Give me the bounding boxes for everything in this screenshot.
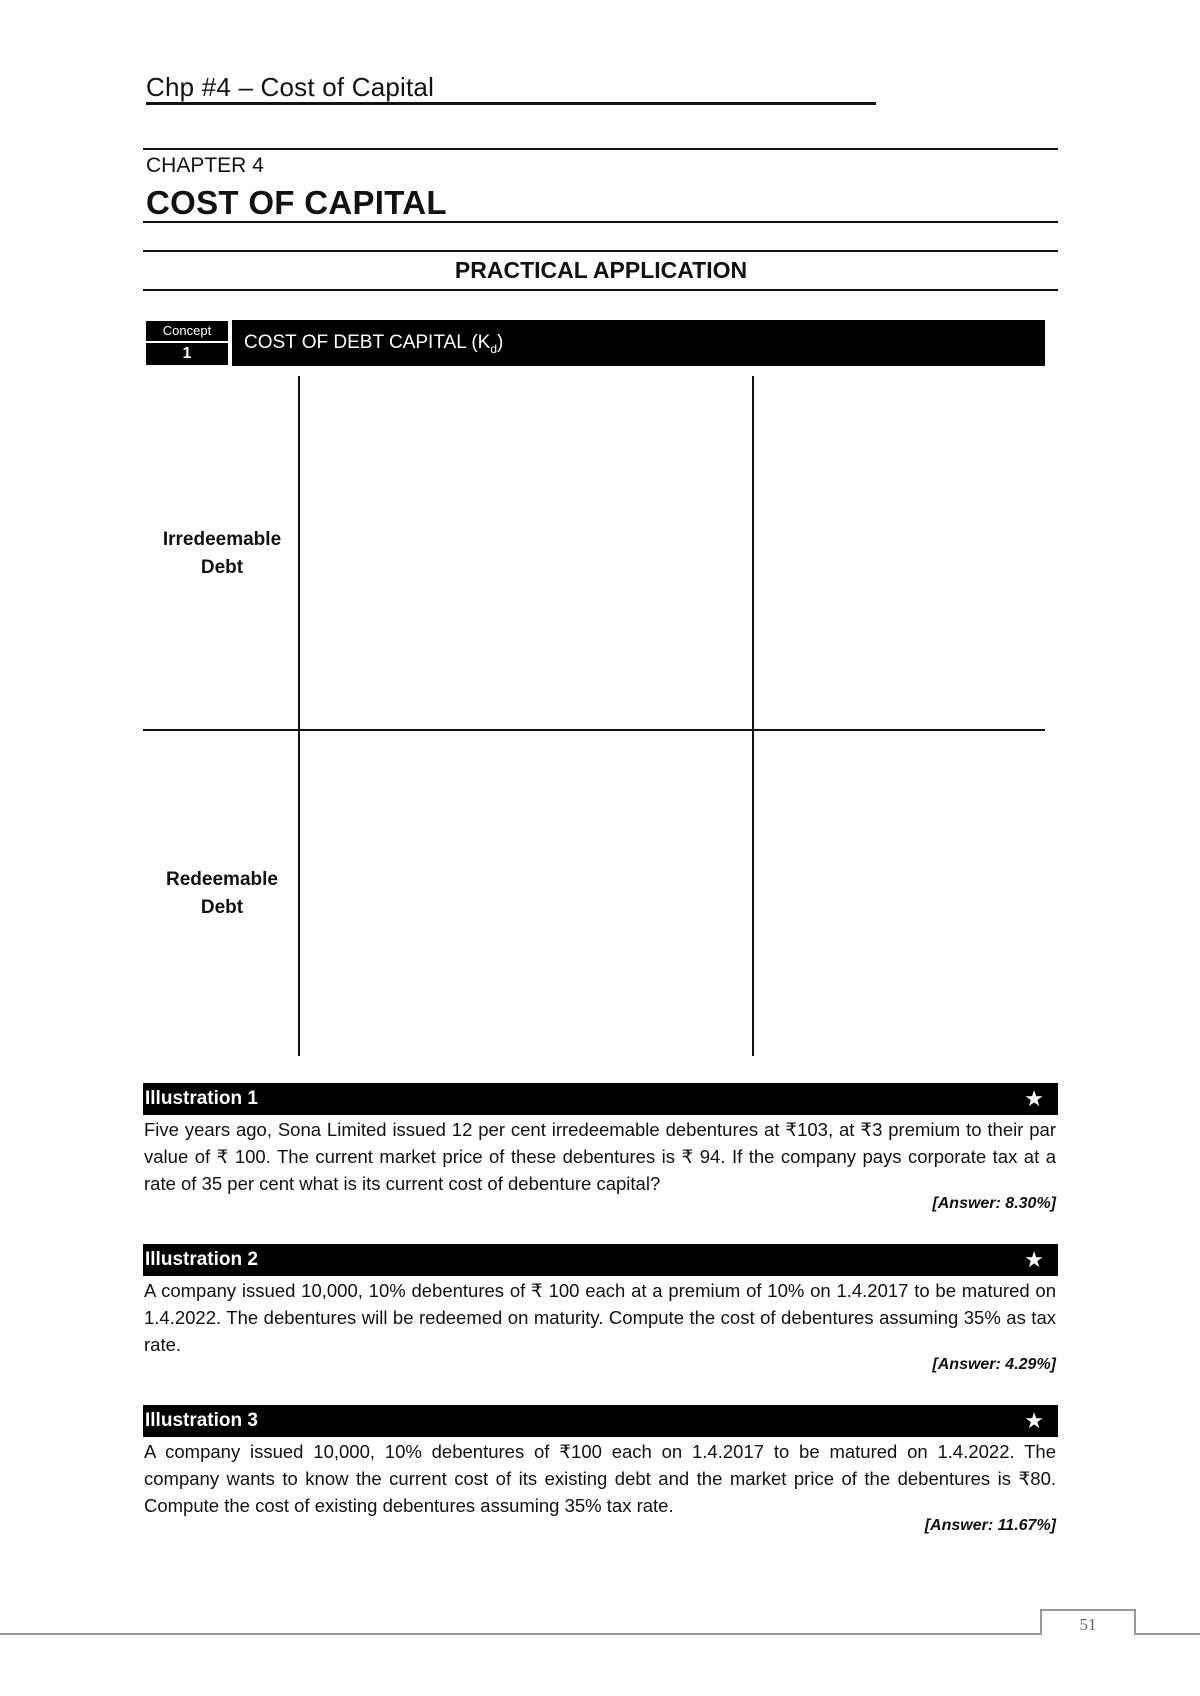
- illustration-1-bar: [143, 1083, 1058, 1115]
- concept-number: 1: [146, 343, 228, 365]
- chapter-label: CHAPTER 4: [146, 154, 264, 177]
- star-icon: ★: [1024, 1086, 1044, 1111]
- chapter-top-rule: [143, 148, 1058, 150]
- illustration-1-text: Five years ago, Sona Limited issued 12 per cent irredeemable debentures at ₹103, at ₹3 premium to their par value of ₹ 100. The current market price of these debentures is ₹ 94. If the company pays corporate tax at a rate of 35 per cent what is its current cost of debenture capital?: [144, 1119, 1056, 1194]
- concept-title-bar: [232, 320, 1045, 366]
- chapter-title: COST OF CAPITAL: [146, 184, 447, 221]
- grid-divider-right: [752, 376, 754, 1056]
- illustration-2-text: A company issued 10,000, 10% debentures of ₹ 100 each at a premium of 10% on 1.4.2017 to be matured on 1.4.2022. The debentures will be redeemed on maturity. Compute the cost of debentures assuming 35% as tax rate.: [144, 1280, 1056, 1355]
- illustration-2-answer: [Answer: 4.29%]: [932, 1356, 1056, 1373]
- row-label-redeemable-debt: Redeemable Debt: [166, 869, 278, 918]
- section-title: PRACTICAL APPLICATION: [454, 257, 748, 283]
- section-bottom-rule: [143, 289, 1058, 291]
- illustration-3-bar: [143, 1405, 1058, 1437]
- footer-rule-right: [1134, 1633, 1200, 1635]
- illustration-3-answer: [Answer: 11.67%]: [924, 1517, 1056, 1534]
- page-number: 51: [1040, 1609, 1136, 1635]
- grid-row-divider: [143, 729, 1045, 731]
- running-header-title: Chp #4 – Cost of Capital: [146, 72, 435, 102]
- star-icon: ★: [1024, 1408, 1044, 1433]
- illustration-3-title: Illustration 3: [145, 1410, 258, 1431]
- illustration-3-text: A company issued 10,000, 10% debentures of ₹100 each on 1.4.2017 to be matured on 1.4.2022. The company wants to know the current cost of its existing debt and the market price of the debentures is ₹80. Compute the cost of existing debentures assuming 35% tax rate.: [144, 1441, 1056, 1516]
- footer-rule-left: [0, 1633, 1042, 1635]
- star-icon: ★: [1024, 1247, 1044, 1272]
- concept-title-subscript: d: [490, 341, 498, 356]
- concept-tag: Concept: [146, 321, 228, 341]
- chapter-bottom-rule: [143, 221, 1058, 223]
- concept-title: COST OF DEBT CAPITAL (K: [244, 332, 491, 353]
- illustration-2-bar: [143, 1244, 1058, 1276]
- illustration-1-title: Illustration 1: [145, 1088, 258, 1109]
- illustration-2-title: Illustration 2: [145, 1249, 258, 1270]
- illustration-1-answer: [Answer: 8.30%]: [932, 1195, 1056, 1212]
- grid-divider-left: [298, 376, 300, 1056]
- running-header-rule: [146, 102, 876, 105]
- row-label-irredeemable-debt: Irredeemable Debt: [162, 529, 282, 578]
- section-top-rule: [143, 250, 1058, 252]
- concept-title-end: ): [497, 332, 504, 353]
